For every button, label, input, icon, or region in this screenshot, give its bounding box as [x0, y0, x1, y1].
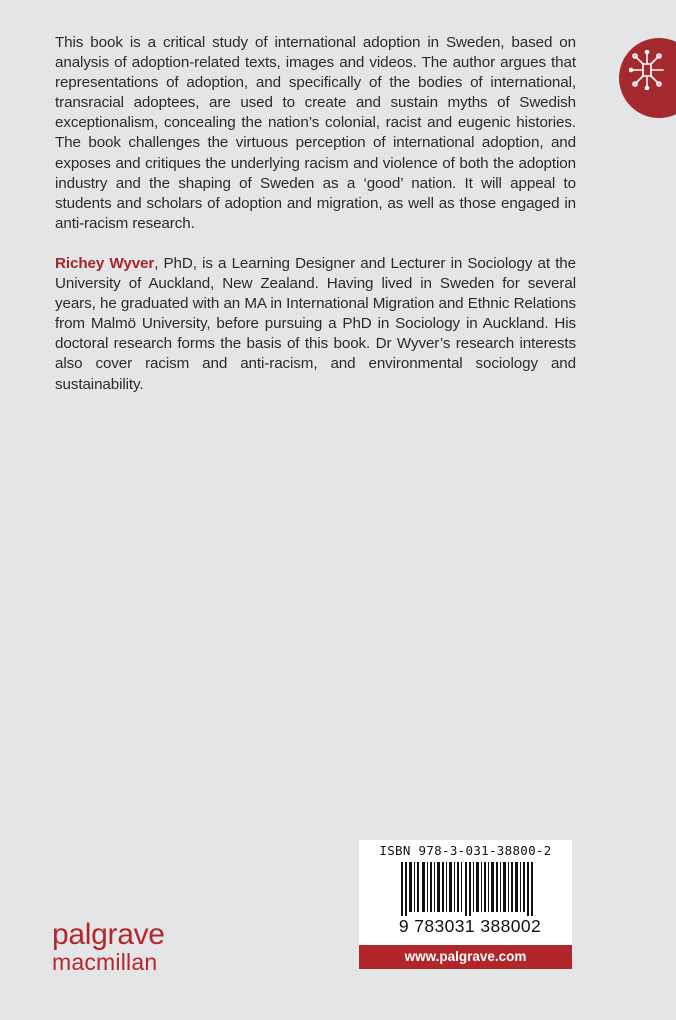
author-name: Richey Wyver [55, 254, 155, 272]
isbn-barcode [359, 840, 572, 945]
barcode-icon [389, 862, 549, 922]
publisher-logo [52, 920, 165, 974]
publisher-logo-line2: macmillan [52, 949, 158, 975]
author-bio-paragraph [55, 254, 576, 395]
circuit-network-icon [629, 50, 669, 90]
publisher-url: www.palgrave.com [359, 945, 572, 969]
isbn-label: ISBN 978-3-031-38800-2 [379, 843, 552, 858]
barcode-digits: 9 783031 388002 [390, 916, 550, 936]
publisher-logo-line1: palgrave [52, 918, 165, 951]
cover-text [55, 33, 576, 415]
author-bio: , PhD, is a Learning Designer and Lecturer in Sociology at the University of Auckland, New Zealand. Having lived in Sweden for several years, he graduated with an MA in International Migration and Ethnic Relations from Malmö University, before pursuing a PhD in Sociology in Auckland. His doctoral research forms the basis of this book. Dr Wyver’s research interests also cover racism and anti-racism, and environmental sociology and sustainability. [55, 254, 577, 393]
palgrave-badge [619, 38, 676, 118]
book-description: This book is a critical study of international adoption in Sweden, based on analysis of adoption-related texts, images and videos. The author argues that representations of adoption, and specifically of the bodies of international, transracial adoptees, are used to create and sustain myths of Swedish exceptionalism, concealing the nation’s colonial, racist and eugenic histories. The book challenges the virtuous perception of international adoption, and exposes and critiques the underlying racism and violence of both the adoption industry and the shaping of Sweden as a ‘good’ nation. It will appeal to students and scholars of adoption and migration, as well as those engaged in anti-racism research. [55, 34, 576, 232]
